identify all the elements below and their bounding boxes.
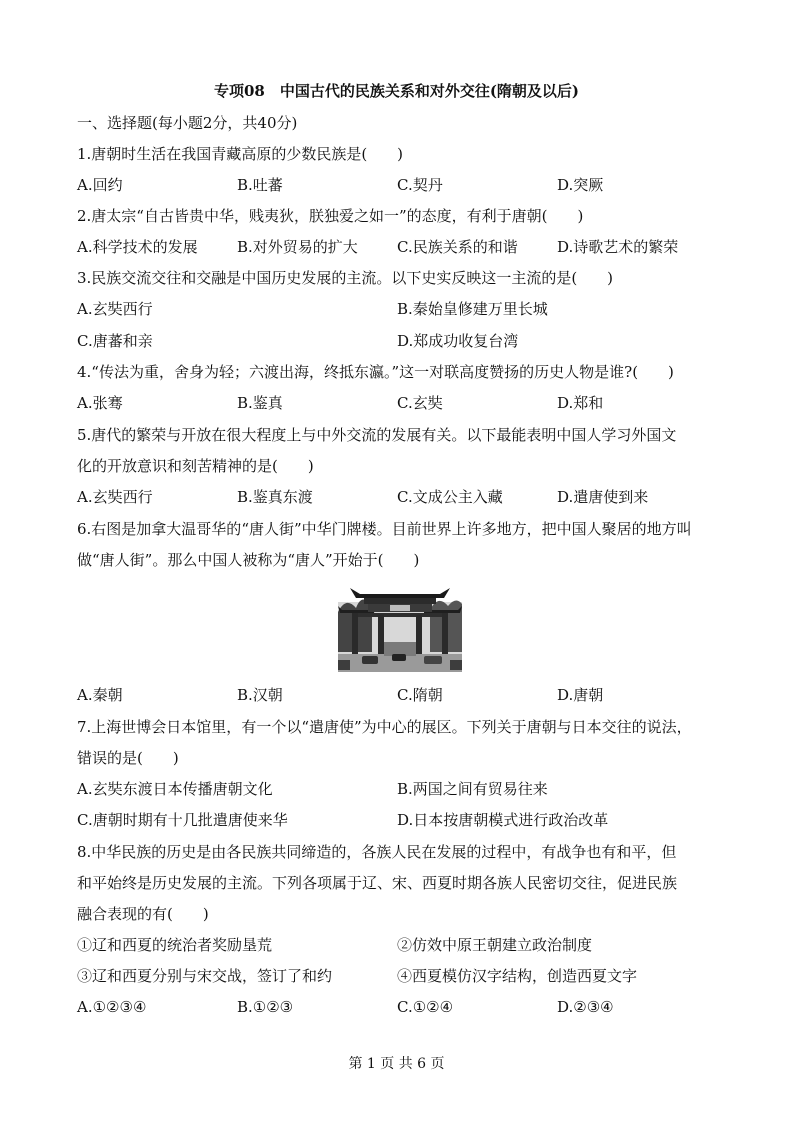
question-6-option-d: D.唐朝 — [557, 686, 604, 704]
question-6-stem-line-2: 做“唐人街”。那么中国人被称为“唐人”开始于( ) — [77, 551, 420, 569]
question-6-option-b: B.汉朝 — [237, 686, 283, 704]
question-8-option-b: B.①②③ — [237, 998, 294, 1016]
question-5-stem-line-2: 化的开放意识和刻苦精神的是( ) — [77, 457, 314, 475]
question-8-option-d: D.②③④ — [557, 998, 614, 1016]
question-6-stem-line-1: 6.右图是加拿大温哥华的“唐人街”中华门牌楼。目前世界上许多地方，把中国人聚居的地方叫 — [77, 520, 692, 538]
question-8-item-4: ④西夏模仿汉字结构，创造西夏文字 — [397, 967, 638, 985]
page-footer: 第 1 页 共 6 页 — [348, 1056, 445, 1072]
question-6-option-a: A.秦朝 — [77, 686, 123, 704]
question-2-option-d: D.诗歌艺术的繁荣 — [557, 238, 679, 256]
question-1-option-a: A.回约 — [77, 176, 123, 194]
question-5-stem-line-1: 5.唐代的繁荣与开放在很大程度上与中外交流的发展有关。以下最能表明中国人学习外国文 — [77, 426, 677, 444]
question-4-option-c: C.玄奘 — [397, 394, 443, 412]
question-3-option-d: D.郑成功收复台湾 — [397, 332, 519, 350]
question-8-item-3: ③辽和西夏分别与宋交战，签订了和约 — [77, 967, 333, 985]
question-8-stem-line-2: 和平始终是历史发展的主流。下列各项属于辽、宋、西夏时期各族人民密切交往，促进民族 — [77, 874, 678, 892]
chinatown-gate-photo — [338, 582, 462, 672]
question-3-option-c: C.唐蕃和亲 — [77, 332, 153, 350]
question-5-option-a: A.玄奘西行 — [77, 488, 153, 506]
question-8-stem-line-1: 8.中华民族的历史是由各民族共同缔造的，各族人民在发展的过程中，有战争也有和平，但 — [77, 843, 677, 861]
question-7-stem-line-1: 7.上海世博会日本馆里，有一个以“遣唐使”为中心的展区。下列关于唐朝与日本交往的说法， — [77, 718, 692, 736]
question-5-option-b: B.鉴真东渡 — [237, 488, 313, 506]
question-2-option-a: A.科学技术的发展 — [77, 238, 198, 256]
question-2-stem: 2.唐太宗“自古皆贵中华，贱夷狄，朕独爱之如一”的态度，有利于唐朝( ) — [77, 207, 584, 225]
question-8-stem-line-3: 融合表现的有( ) — [77, 905, 209, 923]
question-4-stem: 4.“传法为重，舍身为轻；六渡出海，终抵东瀛。”这一对联高度赞扬的历史人物是谁?( ) — [77, 363, 674, 381]
question-8-item-2: ②仿效中原王朝建立政治制度 — [397, 936, 593, 954]
question-8-option-a: A.①②③④ — [77, 998, 147, 1016]
question-1-option-d: D.突厥 — [557, 176, 604, 194]
question-7-option-a: A.玄奘东渡日本传播唐朝文化 — [77, 780, 273, 798]
question-3-option-b: B.秦始皇修建万里长城 — [397, 300, 548, 318]
question-2-option-c: C.民族关系的和谐 — [397, 238, 518, 256]
question-5-option-d: D.遣唐使到来 — [557, 488, 649, 506]
question-1-option-b: B.吐蕃 — [237, 176, 283, 194]
question-3-stem: 3.民族交流交往和交融是中国历史发展的主流。以下史实反映这一主流的是( ) — [77, 269, 614, 287]
question-4-option-d: D.郑和 — [557, 394, 604, 412]
question-3-option-a: A.玄奘西行 — [77, 300, 153, 318]
question-5-option-c: C.文成公主入藏 — [397, 488, 503, 506]
question-4-option-a: A.张骞 — [77, 394, 123, 412]
section-heading: 一、选择题(每小题2分，共40分) — [77, 114, 298, 132]
question-7-option-b: B.两国之间有贸易往来 — [397, 780, 548, 798]
question-7-stem-line-2: 错误的是( ) — [77, 749, 179, 767]
question-1-option-c: C.契丹 — [397, 176, 443, 194]
question-8-item-1: ①辽和西夏的统治者奖励垦荒 — [77, 936, 273, 954]
question-7-option-d: D.日本按唐朝模式进行政治改革 — [397, 811, 609, 829]
question-6-option-c: C.隋朝 — [397, 686, 443, 704]
page-title: 专项08 中国古代的民族关系和对外交往(隋朝及以后) — [213, 82, 580, 100]
question-7-option-c: C.唐朝时期有十几批遣唐使来华 — [77, 811, 288, 829]
question-1-stem: 1.唐朝时生活在我国青藏高原的少数民族是( ) — [77, 145, 404, 163]
question-4-option-b: B.鉴真 — [237, 394, 283, 412]
question-8-option-c: C.①②④ — [397, 998, 454, 1016]
question-2-option-b: B.对外贸易的扩大 — [237, 238, 358, 256]
